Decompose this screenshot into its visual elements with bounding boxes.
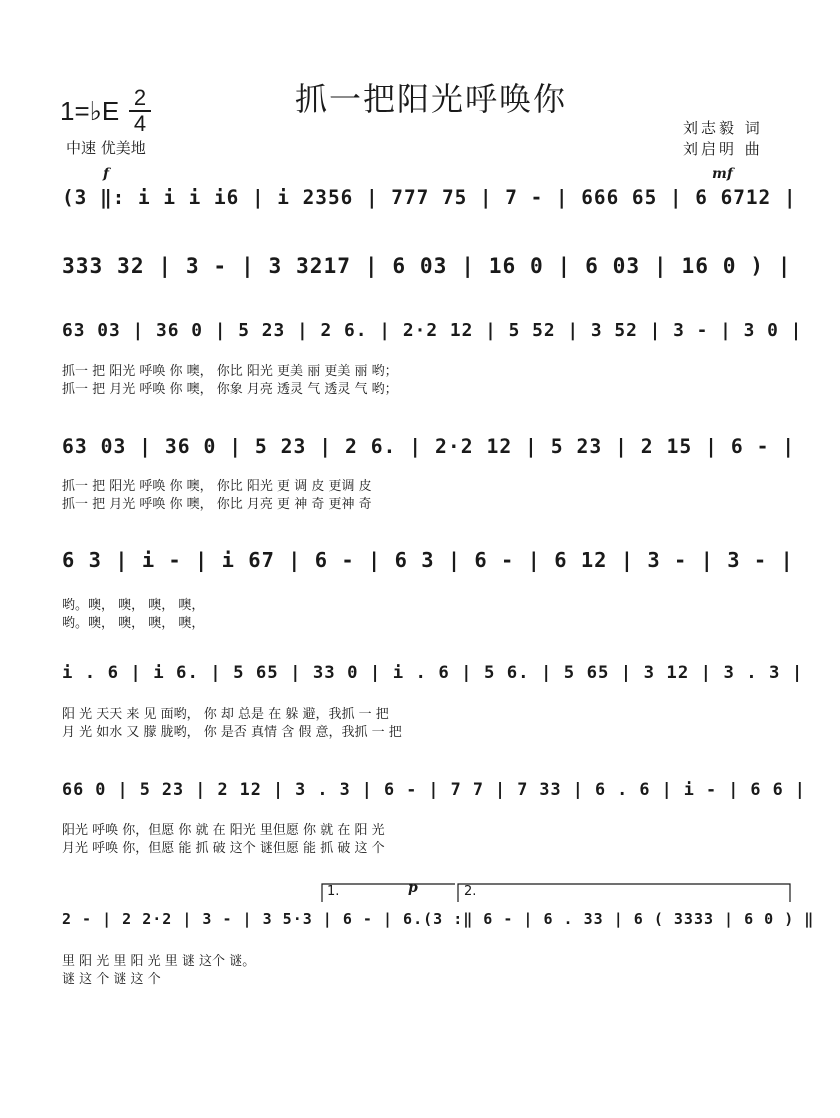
notes-row-7: 66 0 | 5 23 | 2 12 | 3 . 3 | 6 - | 7 7 | 7 33 | 6 . 6 | i - | 6 6 | [62, 779, 806, 799]
lyrics-row-4-verse-1: 抓一 把 阳光 呼唤 你 噢， 你比 阳光 更 调 皮 更调 皮 [62, 479, 372, 494]
dynamic-piano: p [408, 880, 418, 896]
song-title: 抓一把阳光呼唤你 [295, 80, 568, 118]
lyrics-row-6-verse-2: 月 光 如水 又 朦 胧哟， 你 是否 真情 含 假 意，我抓 一 把 [62, 725, 402, 740]
lyrics-row-4-verse-2: 抓一 把 月光 呼唤 你 噢， 你比 月亮 更 神 奇 更神 奇 [62, 497, 372, 512]
lyrics-row-7-verse-2: 月光 呼唤 你，但愿 能 抓 破 这个 谜但愿 能 抓 破 这 个 [62, 841, 385, 856]
lyrics-row-5-verse-2: 哟。噢， 噢， 噢， 噢， [62, 616, 205, 631]
lyrics-row-8-verse-2: 谜 这 个 谜 这 个 [62, 972, 161, 987]
dynamic-mezzo-forte: mf [712, 166, 733, 182]
notes-row-8: 2 - | 2 2·2 | 3 - | 3 5·3 | 6 - | 6.(3 :‖ 6 - | 6 . 33 | 6 ( 3333 | 6 0 ) ‖ [62, 910, 815, 928]
notes-row-3: 63 03 | 36 0 | 5 23 | 2 6. | 2·2 12 | 5 52 | 3 52 | 3 - | 3 0 | [62, 320, 803, 341]
notes-row-4: 63 03 | 36 0 | 5 23 | 2 6. | 2·2 12 | 5 23 | 2 15 | 6 - | [62, 435, 796, 458]
notes-row-1: (3 ‖: i i i i6 | i 2356 | 777 75 | 7 - | 666 65 | 6 6712 | [62, 186, 797, 209]
lyrics-row-3-verse-2: 抓一 把 月光 呼唤 你 噢， 你象 月亮 透灵 气 透灵 气 哟； [62, 382, 398, 397]
lyrics-row-7-verse-1: 阳光 呼唤 你，但愿 你 就 在 阳光 里但愿 你 就 在 阳 光 [62, 823, 385, 838]
lyrics-row-3-verse-1: 抓一 把 阳光 呼唤 你 噢， 你比 阳光 更美 丽 更美 丽 哟； [62, 364, 398, 379]
lyrics-row-5-verse-1: 哟。噢， 噢， 噢， 噢， [62, 598, 205, 613]
lyrics-row-6-verse-1: 阳 光 天天 来 见 面哟， 你 却 总是 在 躲 避，我抓 一 把 [62, 707, 389, 722]
notes-row-5: 6 3 | i - | i 67 | 6 - | 6 3 | 6 - | 6 12 | 3 - | 3 - | [62, 548, 794, 572]
tempo-marking: 中速 优美地 [66, 139, 146, 157]
composer-credit: 刘启明 曲 [683, 140, 763, 158]
lyrics-row-8-verse-1: 里 阳 光 里 阳 光 里 谜 这个 谜。 [62, 954, 256, 969]
time-signature-top: 2 [133, 85, 147, 110]
notes-row-6: i . 6 | i 6. | 5 65 | 33 0 | i . 6 | 5 6. | 5 65 | 3 12 | 3 . 3 | [62, 663, 804, 683]
notes-row-2: 333 32 | 3 - | 3 3217 | 6 03 | 16 0 | 6 03 | 16 0 ) | [62, 254, 792, 279]
first-ending-label: 1. [327, 884, 340, 899]
dynamic-forte: f [103, 166, 110, 182]
second-ending-label: 2. [464, 884, 477, 899]
time-signature-bottom: 4 [133, 111, 147, 136]
lyricist-credit: 刘志毅 词 [683, 119, 763, 137]
key-signature: 1=♭E [60, 96, 120, 126]
